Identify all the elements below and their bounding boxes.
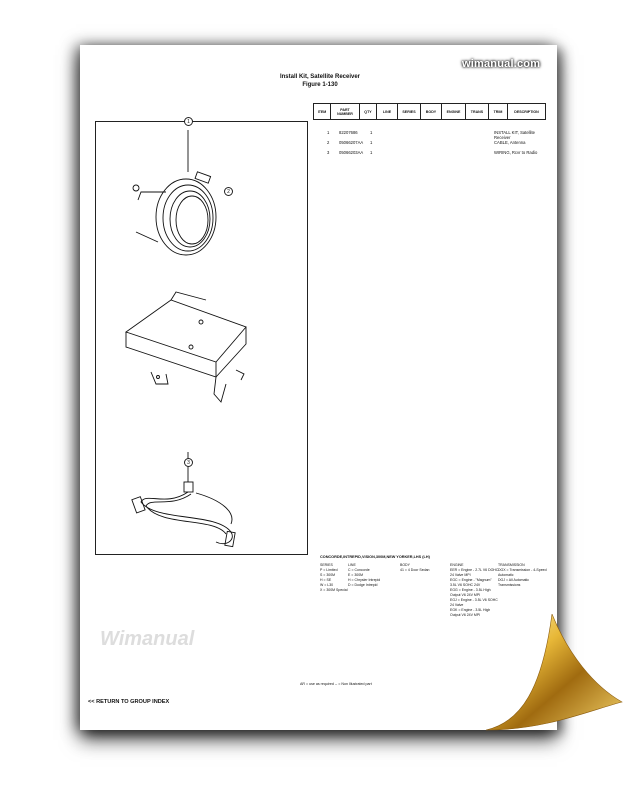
row-item: 2 bbox=[327, 140, 330, 145]
antenna-cable-drawing bbox=[133, 130, 216, 255]
header-part-number: PART NUMBER bbox=[331, 104, 360, 120]
legend-entry: 3.5L V6 SOHC 24V bbox=[450, 583, 481, 587]
row-item: 1 bbox=[327, 130, 330, 135]
legend-column-title: TRANSMISSION bbox=[498, 563, 525, 567]
header-trim: TRIM bbox=[489, 104, 508, 120]
row-qty: 1 bbox=[370, 130, 373, 135]
legend-series bbox=[320, 563, 348, 593]
legend-column-title: ENGINE bbox=[450, 563, 464, 567]
row-description: WIRING, Rcvr to Radio bbox=[494, 150, 538, 155]
legend-entry: DGX = Transmission - 4-Speed bbox=[498, 568, 547, 572]
row-part-number: 05066203AA bbox=[339, 150, 364, 155]
header-series: SERIES bbox=[398, 104, 421, 120]
receiver-bracket-drawing bbox=[126, 292, 246, 402]
header-engine: ENGINE bbox=[442, 104, 466, 120]
legend-entry: EER = Engine - 2.7L V6 DOHC bbox=[450, 568, 499, 572]
callout-3: 3 bbox=[184, 458, 193, 467]
legend-entry: C = Concorde bbox=[348, 568, 370, 572]
parts-illustration bbox=[95, 121, 308, 555]
title-text: Install Kit, Satellite Receiver bbox=[279, 74, 361, 80]
table-row bbox=[313, 130, 546, 140]
legend-entry: Output V6 24V MPI bbox=[450, 593, 481, 597]
legend-entry: E = 300M bbox=[348, 573, 364, 577]
header-description: DESCRIPTION bbox=[508, 104, 546, 120]
parts-table-header bbox=[313, 103, 546, 120]
legend-entry: X = 300M Special bbox=[320, 588, 348, 592]
legend-heading: CONCORDE,INTREPID,VISION,300M,NEW YORKER,LHS (LH) bbox=[320, 555, 430, 559]
watermark: wimanual.com bbox=[462, 58, 541, 70]
parts-drawing bbox=[96, 122, 309, 556]
row-part-number: 05066207AA bbox=[339, 140, 364, 145]
legend-entry: EGK = Engine - 3.5L High bbox=[450, 608, 491, 612]
watermark-logo: Wimanual bbox=[100, 628, 195, 650]
footer-note: AR = use as required -- = Non Illustrated part bbox=[300, 682, 372, 686]
header-item: ITEM bbox=[314, 104, 331, 120]
row-description: CABLE, Antenna bbox=[494, 140, 526, 145]
table-row bbox=[313, 150, 546, 160]
page-curl-graphic bbox=[486, 614, 626, 754]
legend-entry: P = Limited bbox=[320, 568, 338, 572]
callout-1: 1 bbox=[184, 117, 193, 126]
legend-column-title: LINE bbox=[348, 563, 356, 567]
page-curl bbox=[486, 614, 622, 730]
legend-column-title: BODY bbox=[400, 563, 410, 567]
legend-entry: H = SE bbox=[320, 578, 332, 582]
row-item: 3 bbox=[327, 150, 330, 155]
header-line: LINE bbox=[377, 104, 398, 120]
legend-entry: 24 Valve MPI bbox=[450, 573, 471, 577]
page-title bbox=[240, 73, 400, 89]
figure-number: Figure 1-130 bbox=[302, 82, 338, 88]
legend-engine bbox=[450, 563, 498, 618]
legend-entry: D = Dodge Intrepid bbox=[348, 583, 378, 587]
legend-entry: H = Chrysler Intrepid bbox=[348, 578, 381, 582]
row-qty: 1 bbox=[370, 140, 373, 145]
header-trans: TRANS bbox=[466, 104, 489, 120]
row-part-number: 82207686 bbox=[339, 130, 358, 135]
legend-entry: W = L30 bbox=[320, 583, 334, 587]
header-qty: QTY bbox=[360, 104, 377, 120]
row-qty: 1 bbox=[370, 150, 373, 155]
legend-column-title: SERIES bbox=[320, 563, 333, 567]
legend-entry: EGJ = Engine - 3.5L V6 SOHC bbox=[450, 598, 498, 602]
legend-transmission bbox=[498, 563, 550, 588]
legend-entry: Output V6 24V MPI bbox=[450, 613, 481, 617]
legend-entry: EGC = Engine - "Magnum" bbox=[450, 578, 492, 582]
legend-entry: S = 300M bbox=[320, 573, 336, 577]
legend-entry: DGJ = All Automatic Transmissions bbox=[498, 578, 530, 587]
callout-2: 2 bbox=[224, 187, 233, 196]
legend-line bbox=[348, 563, 380, 588]
legend-entry: EGG = Engine - 3.5L High bbox=[450, 588, 491, 592]
row-description: INSTALL KIT, Satellite Receiver bbox=[494, 130, 535, 140]
header-body: BODY bbox=[421, 104, 442, 120]
legend-entry: 41 = 4 Door Sedan bbox=[400, 568, 430, 572]
table-row bbox=[313, 140, 546, 150]
legend-entry: 24 Valve bbox=[450, 603, 464, 607]
legend-body bbox=[400, 563, 429, 573]
return-to-group-index-link[interactable]: << RETURN TO GROUP INDEX bbox=[88, 699, 170, 705]
wiring-harness-drawing bbox=[132, 452, 235, 547]
legend-entry: Automatic bbox=[498, 573, 514, 577]
parts-table-body bbox=[313, 130, 546, 160]
